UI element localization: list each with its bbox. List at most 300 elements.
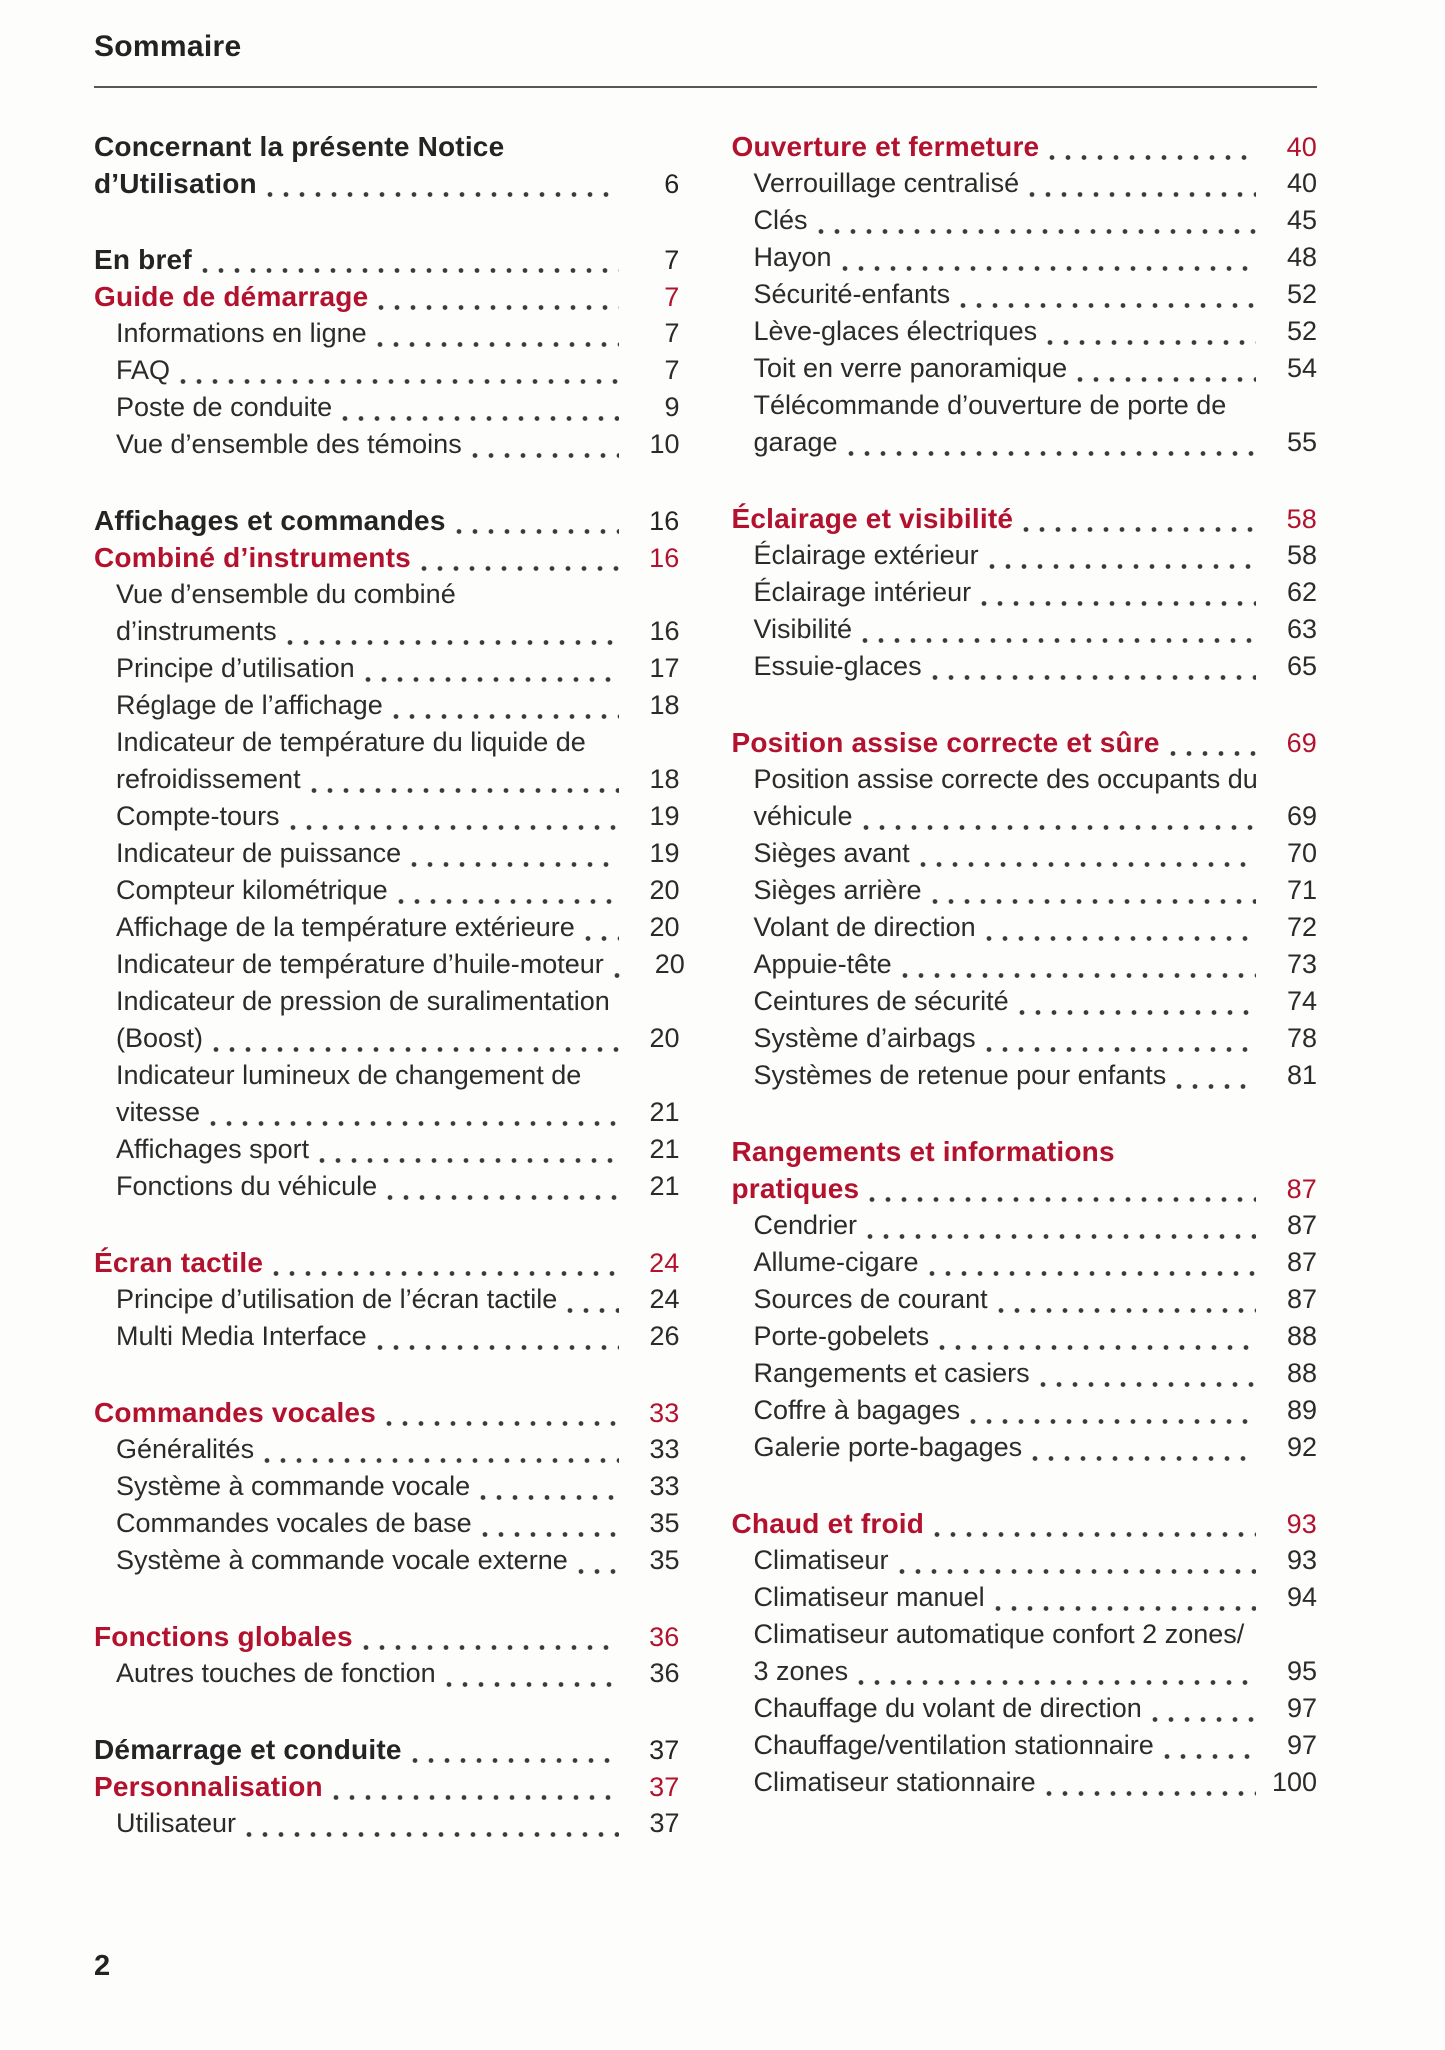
dot-leader [273, 1248, 618, 1276]
toc-entry-section [94, 724, 680, 798]
page-number: 70 [1286, 838, 1317, 868]
page-number: 40 [1286, 132, 1317, 162]
dot-leader [290, 802, 619, 830]
dot-leader [1152, 1694, 1256, 1722]
dot-leader [869, 1174, 1256, 1202]
dot-leader [456, 506, 619, 534]
toc-entry-chapter [94, 128, 680, 202]
dot-leader [1077, 354, 1256, 382]
dot-leader [412, 1735, 619, 1763]
dot-leader [202, 245, 619, 273]
dot-leader [970, 1396, 1256, 1424]
toc-group [94, 1731, 680, 1842]
toc-entry-label: Chauffage/ventilation stationnaire [753, 1730, 1154, 1760]
toc-entry-section [94, 1505, 680, 1542]
toc-entry-section [732, 872, 1318, 909]
toc-entry-label: Position assise correcte et sûre [731, 727, 1160, 758]
page-number: 73 [1286, 949, 1317, 979]
dot-leader [960, 280, 1256, 308]
page-number: 7 [664, 282, 680, 312]
toc-entry-label: Chauffage du volant de direction [753, 1693, 1142, 1723]
page-number: 18 [649, 690, 680, 720]
page-number: 20 [649, 1023, 680, 1053]
toc-entry-section [732, 1281, 1318, 1318]
dot-leader [867, 1211, 1256, 1239]
toc-entry-label: Télécommande d’ouverture de porte de [753, 390, 1227, 420]
toc-entry-label: Hayon [753, 242, 832, 272]
toc-entry-label: Indicateur de température du liquide de [116, 727, 586, 757]
dot-leader [1029, 169, 1256, 197]
toc-column-left [94, 128, 685, 1842]
toc-entry-chapter [94, 1768, 680, 1805]
dot-leader [858, 1657, 1256, 1685]
toc-group [732, 724, 1318, 1094]
toc-entry-label: Généralités [116, 1434, 255, 1464]
toc-entry-label: Toit en verre panoramique [753, 353, 1068, 383]
page-number: 33 [649, 1398, 680, 1428]
toc-entry-chapter [94, 241, 680, 278]
toc-entry-chapter [94, 539, 680, 576]
toc-entry-label: Vue d’ensemble des témoins [116, 429, 462, 459]
dot-leader [480, 1472, 618, 1500]
toc-entry-label: Indicateur de température d’huile-moteur [116, 949, 604, 979]
toc-entry-label: Sources de courant [753, 1284, 988, 1314]
toc-entry-label: Lève-glaces électriques [753, 316, 1038, 346]
toc-entry-section [732, 1355, 1318, 1392]
toc-entry-section [732, 1020, 1318, 1057]
page-number: 94 [1286, 1582, 1317, 1612]
toc-group [732, 1133, 1318, 1466]
toc-entry-section [732, 1727, 1318, 1764]
page-number: 17 [649, 653, 680, 683]
page-number: 19 [649, 801, 680, 831]
toc-entry-label: Démarrage et conduite [94, 1734, 402, 1765]
dot-leader [446, 1659, 619, 1687]
dot-leader [378, 282, 618, 310]
dot-leader [1040, 1359, 1256, 1387]
toc-entry-label: Affichages sport [116, 1134, 310, 1164]
toc-entry-label: Combiné d’instruments [94, 542, 411, 573]
page-number: 40 [1286, 168, 1317, 198]
toc-entry-section [732, 1579, 1318, 1616]
toc-entry-label: Sécurité-enfants [753, 279, 951, 309]
dot-leader [1170, 728, 1256, 756]
toc-entry-label: Climatiseur [753, 1545, 889, 1575]
toc-entry-label: Concernant la présente Notice [94, 131, 505, 162]
page-number: 24 [649, 1248, 680, 1278]
page-number: 10 [649, 429, 680, 459]
page-number: 24 [649, 1284, 680, 1314]
page-number: 37 [649, 1772, 680, 1802]
page-number: 87 [1286, 1247, 1317, 1277]
toc-entry-section [732, 1207, 1318, 1244]
toc-entry-label: refroidissement [116, 764, 301, 794]
dot-leader [986, 1024, 1256, 1052]
toc-entry-label: Fonctions du véhicule [116, 1171, 378, 1201]
dot-leader [180, 356, 618, 384]
dot-leader [387, 1172, 618, 1200]
toc-group [94, 241, 680, 463]
toc-entry-section [732, 165, 1318, 202]
toc-entry-label: Système à commande vocale [116, 1471, 471, 1501]
toc-entry-label: Chaud et froid [731, 1508, 925, 1539]
toc-entry-section [94, 835, 680, 872]
toc-entry-label: Ouverture et fermeture [731, 131, 1040, 162]
toc-entry-label: Visibilité [753, 614, 853, 644]
toc-entry-label: Poste de conduite [116, 392, 333, 422]
toc-entry-chapter [732, 1505, 1318, 1542]
toc-entry-label: Compteur kilométrique [116, 875, 388, 905]
dot-leader [1032, 1433, 1256, 1461]
page-number: 63 [1286, 614, 1317, 644]
toc-entry-section [732, 1616, 1318, 1690]
toc-entry-label: d’Utilisation [94, 168, 257, 199]
page-number: 35 [649, 1508, 680, 1538]
toc-entry-label: 3 zones [753, 1656, 849, 1686]
toc-group [94, 1394, 680, 1579]
toc-entry-label: Systèmes de retenue pour enfants [753, 1060, 1167, 1090]
dot-leader [1046, 1768, 1256, 1796]
toc-entry-chapter [94, 278, 680, 315]
toc-entry-section [732, 276, 1318, 313]
toc-entry-section [94, 389, 680, 426]
page-number: 6 [664, 169, 680, 199]
toc-entry-section [94, 1057, 680, 1131]
toc-entry-label: Position assise correcte des occupants du [753, 764, 1258, 794]
toc-entry-label: Utilisateur [116, 1808, 237, 1838]
toc-entry-section [732, 761, 1318, 835]
dot-leader [929, 1248, 1256, 1276]
toc-entry-label: Cendrier [753, 1210, 858, 1240]
toc-entry-label: Commandes vocales [94, 1397, 376, 1428]
dot-leader [319, 1135, 618, 1163]
dot-leader [920, 839, 1256, 867]
toc-entry-section [732, 648, 1318, 685]
toc-group [732, 1505, 1318, 1801]
toc-entry-label: FAQ [116, 355, 171, 385]
page-number: 78 [1286, 1023, 1317, 1053]
toc-entry-label: Verrouillage centralisé [753, 168, 1020, 198]
toc-entry-section [732, 1318, 1318, 1355]
toc-group [94, 502, 685, 1205]
toc-entry-label: Système à commande vocale externe [116, 1545, 568, 1575]
toc-entry-label: Indicateur de pression de suralimentation [116, 986, 610, 1016]
toc-entry-chapter [732, 724, 1318, 761]
toc-entry-section [94, 983, 680, 1057]
dot-leader [1023, 504, 1256, 532]
page-number: 92 [1286, 1432, 1317, 1462]
toc-entry-label: Informations en ligne [116, 318, 367, 348]
toc-entry-section [732, 350, 1318, 387]
toc-entry-label: garage [753, 427, 838, 457]
toc-entry-section [94, 1655, 680, 1692]
toc-entry-section [94, 687, 680, 724]
dot-leader [1019, 987, 1256, 1015]
page-number: 21 [649, 1134, 680, 1164]
dot-leader [365, 654, 619, 682]
page-number: 7 [664, 318, 680, 348]
toc-entry-label: Indicateur de puissance [116, 838, 402, 868]
page-number: 72 [1286, 912, 1317, 942]
page-number: 45 [1286, 205, 1317, 235]
toc-entry-label: Climatiseur stationnaire [753, 1767, 1036, 1797]
dot-leader [998, 1285, 1256, 1313]
toc-entry-label: En bref [94, 244, 192, 275]
footer-page-number: 2 [94, 1950, 111, 1982]
page-number: 52 [1286, 316, 1317, 346]
toc-entry-label: Éclairage intérieur [753, 577, 972, 607]
dot-leader [472, 430, 619, 458]
page-number: 16 [649, 506, 680, 536]
dot-leader [363, 1622, 619, 1650]
page-number: 71 [1286, 875, 1317, 905]
page-number: 100 [1271, 1767, 1317, 1797]
toc-entry-chapter [732, 500, 1318, 537]
toc-entry-label: Appuie-tête [753, 949, 892, 979]
dot-leader [614, 950, 624, 978]
toc-entry-label: Éclairage et visibilité [731, 503, 1014, 534]
dot-leader [246, 1809, 618, 1837]
dot-leader [342, 393, 618, 421]
page-title: Sommaire [94, 30, 242, 63]
dot-leader [585, 913, 619, 941]
toc-entry-section [732, 1392, 1318, 1429]
toc-entry-label: Essuie-glaces [753, 651, 922, 681]
toc-entry-label: pratiques [731, 1173, 860, 1204]
toc-entry-section [732, 1244, 1318, 1281]
page-number: 37 [649, 1808, 680, 1838]
toc-entry-label: Multi Media Interface [116, 1321, 367, 1351]
toc-entry-section [732, 574, 1318, 611]
dot-leader [213, 1024, 618, 1052]
toc-entry-label: vitesse [116, 1097, 201, 1127]
dot-leader [818, 206, 1256, 234]
toc-entry-section [94, 872, 680, 909]
toc-entry-label: Réglage de l’affichage [116, 690, 383, 720]
toc-entry-section [732, 1690, 1318, 1727]
dot-leader [377, 319, 619, 347]
toc-entry-label: Indicateur lumineux de changement de [116, 1060, 582, 1090]
dot-leader [1164, 1731, 1256, 1759]
toc-entry-label: Porte-gobelets [753, 1321, 930, 1351]
toc-entry-label: (Boost) [116, 1023, 204, 1053]
page-number: 81 [1286, 1060, 1317, 1090]
toc-entry-chapter [732, 128, 1318, 165]
toc-entry-section [732, 983, 1318, 1020]
toc-entry-chapter [94, 1731, 680, 1768]
toc-entry-section [732, 835, 1318, 872]
page-number: 89 [1286, 1395, 1317, 1425]
dot-leader [482, 1509, 619, 1537]
toc-entry-section [732, 1057, 1318, 1094]
toc-entry-section [732, 387, 1318, 461]
toc-entry-label: Compte-tours [116, 801, 280, 831]
dot-leader [863, 802, 1256, 830]
dot-leader [210, 1098, 618, 1126]
toc-entry-section [94, 1281, 680, 1318]
dot-leader [1176, 1061, 1256, 1089]
page-number: 95 [1286, 1656, 1317, 1686]
toc-entry-section [732, 313, 1318, 350]
page-number: 87 [1286, 1284, 1317, 1314]
page-number: 58 [1286, 504, 1317, 534]
page-number: 65 [1286, 651, 1317, 681]
dot-leader [902, 950, 1256, 978]
page-number: 16 [649, 616, 680, 646]
dot-leader [411, 839, 618, 867]
toc-entry-label: Sièges arrière [753, 875, 922, 905]
page-number: 48 [1286, 242, 1317, 272]
dot-leader [393, 691, 619, 719]
dot-leader [1047, 317, 1256, 345]
toc-group [732, 500, 1318, 685]
dot-leader [932, 652, 1256, 680]
page-number: 74 [1286, 986, 1317, 1016]
toc-entry-label: Rangements et casiers [753, 1358, 1030, 1388]
page-number: 35 [649, 1545, 680, 1575]
toc-entry-chapter [94, 1618, 680, 1655]
toc-entry-label: Galerie porte-bagages [753, 1432, 1023, 1462]
toc-entry-label: Affichages et commandes [94, 505, 446, 536]
toc-entry-label: Guide de démarrage [94, 281, 369, 312]
page-number: 69 [1286, 728, 1317, 758]
toc-group [94, 128, 680, 202]
toc-entry-label: Écran tactile [94, 1247, 264, 1278]
toc-entry-label: Sièges avant [753, 838, 910, 868]
toc-entry-section [94, 1542, 680, 1579]
toc-entry-label: Vue d’ensemble du combiné [116, 579, 456, 609]
toc-group [732, 128, 1318, 461]
dot-leader [578, 1546, 619, 1574]
toc-entry-chapter [94, 1244, 680, 1281]
page-number: 18 [649, 764, 680, 794]
page-number: 93 [1286, 1509, 1317, 1539]
dot-leader [842, 243, 1256, 271]
toc-entry-chapter [94, 502, 680, 539]
toc-entry-label: Personnalisation [94, 1771, 323, 1802]
page-number: 36 [649, 1658, 680, 1688]
toc-entry-section [94, 1131, 680, 1168]
page-number: 58 [1286, 540, 1317, 570]
dot-leader [932, 876, 1256, 904]
toc-entry-section [732, 1429, 1318, 1466]
dot-leader [264, 1435, 618, 1463]
toc-entry-label: Fonctions globales [94, 1621, 353, 1652]
toc-entry-label: Climatiseur automatique confort 2 zones/ [753, 1619, 1245, 1649]
dot-leader [995, 1583, 1256, 1611]
dot-leader [333, 1772, 619, 1800]
page-number: 87 [1286, 1174, 1317, 1204]
toc-group [94, 1244, 680, 1355]
toc-entry-label: Ceintures de sécurité [753, 986, 1009, 1016]
table-of-contents [94, 128, 1317, 1842]
dot-leader [989, 541, 1256, 569]
toc-entry-section [732, 946, 1318, 983]
dot-leader [311, 765, 619, 793]
toc-entry-chapter [94, 1394, 680, 1431]
toc-entry-section [732, 909, 1318, 946]
toc-entry-section [94, 946, 685, 983]
toc-entry-section [732, 1542, 1318, 1579]
dot-leader [986, 913, 1256, 941]
page-number: 7 [664, 355, 680, 385]
toc-entry-label: Principe d’utilisation de l’écran tactile [116, 1284, 558, 1314]
page-number: 97 [1286, 1693, 1317, 1723]
dot-leader [386, 1398, 619, 1426]
dot-leader [567, 1285, 618, 1313]
page-number: 26 [649, 1321, 680, 1351]
dot-leader [377, 1322, 619, 1350]
dot-leader [1049, 132, 1256, 160]
toc-entry-section [94, 426, 680, 463]
toc-entry-label: Système d’airbags [753, 1023, 976, 1053]
toc-entry-label: Éclairage extérieur [753, 540, 979, 570]
page-number: 88 [1286, 1321, 1317, 1351]
toc-entry-label: Volant de direction [753, 912, 976, 942]
toc-entry-section [732, 202, 1318, 239]
toc-entry-section [94, 1468, 680, 1505]
toc-column-right [732, 128, 1318, 1842]
page-number: 33 [649, 1434, 680, 1464]
page-number: 19 [649, 838, 680, 868]
dot-leader [267, 169, 619, 197]
page-number: 33 [649, 1471, 680, 1501]
toc-entry-section [732, 239, 1318, 276]
toc-entry-label: Climatiseur manuel [753, 1582, 985, 1612]
page-number: 36 [649, 1622, 680, 1652]
toc-entry-section [94, 352, 680, 389]
page-number: 97 [1286, 1730, 1317, 1760]
toc-entry-label: véhicule [753, 801, 853, 831]
dot-leader [934, 1509, 1256, 1537]
page-number: 9 [664, 392, 680, 422]
toc-entry-section [732, 611, 1318, 648]
toc-entry-section [94, 650, 680, 687]
page-number: 20 [649, 912, 680, 942]
header-rule [94, 86, 1317, 88]
page-number: 20 [654, 949, 685, 979]
page-number: 20 [649, 875, 680, 905]
toc-entry-label: Affichage de la température extérieure [116, 912, 575, 942]
toc-entry-label: Coffre à bagages [753, 1395, 961, 1425]
toc-entry-label: d’instruments [116, 616, 277, 646]
toc-entry-label: Allume-cigare [753, 1247, 919, 1277]
page-number: 55 [1286, 427, 1317, 457]
toc-entry-section [94, 1318, 680, 1355]
toc-entry-label: Commandes vocales de base [116, 1508, 472, 1538]
toc-entry-section [732, 537, 1318, 574]
toc-entry-label: Clés [753, 205, 808, 235]
toc-entry-section [94, 1168, 680, 1205]
dot-leader [848, 428, 1256, 456]
toc-entry-section [94, 315, 680, 352]
page-number: 93 [1286, 1545, 1317, 1575]
dot-leader [862, 615, 1256, 643]
toc-entry-section [94, 1431, 680, 1468]
page-number: 16 [649, 543, 680, 573]
page-number: 54 [1286, 353, 1317, 383]
toc-entry-section [94, 576, 680, 650]
toc-entry-label: Autres touches de fonction [116, 1658, 436, 1688]
dot-leader [939, 1322, 1256, 1350]
page-number: 21 [649, 1171, 680, 1201]
page-number: 87 [1286, 1210, 1317, 1240]
toc-entry-section [94, 909, 680, 946]
dot-leader [421, 543, 619, 571]
page-number: 88 [1286, 1358, 1317, 1388]
toc-entry-section [94, 798, 680, 835]
toc-group [94, 1618, 680, 1692]
